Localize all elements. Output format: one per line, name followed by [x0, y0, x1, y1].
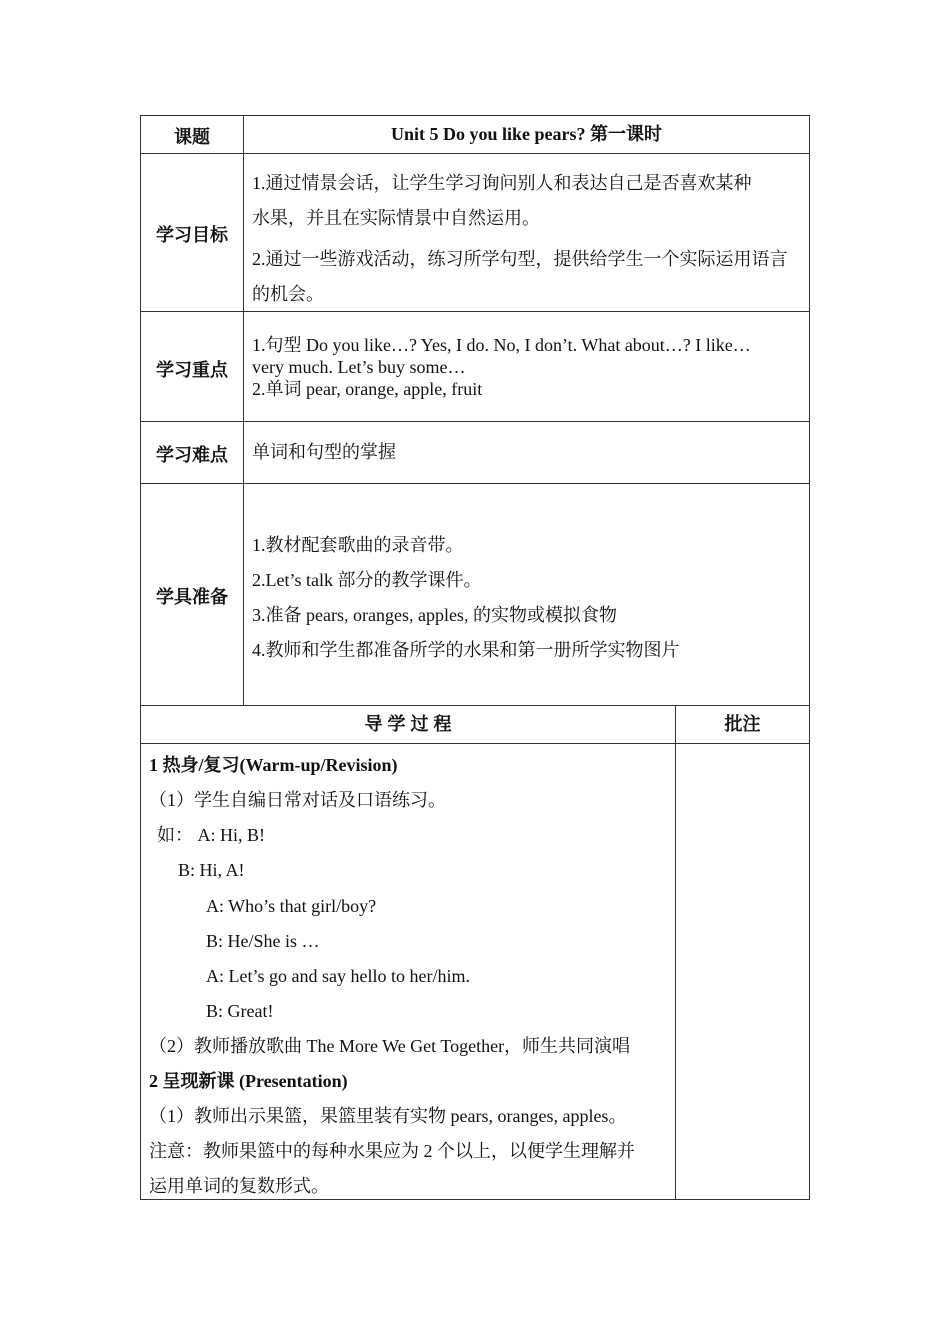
material-line: 2.Let’s talk 部分的教学课件。: [252, 570, 482, 590]
material-line: 4.教师和学生都准备所学的水果和第一册所学实物图片: [252, 640, 680, 660]
key-point-line: 2.单词 pear, orange, apple, fruit: [252, 379, 483, 399]
objective-line: 水果，并且在实际情景中自然运用。: [252, 208, 540, 228]
row-divider: [140, 153, 810, 154]
process-line: 运用单词的复数形式。: [149, 1176, 329, 1196]
materials-label: 学具准备: [156, 587, 228, 607]
section-heading: 1 热身/复习(Warm-up/Revision): [149, 755, 398, 775]
difficulties-label: 学习难点: [156, 445, 228, 465]
title-label: 课题: [174, 127, 210, 147]
objective-line: 1.通过情景会话，让学生学习询问别人和表达自己是否喜欢某种: [252, 173, 752, 193]
process-line: 如： A: Hi, B!: [157, 825, 265, 845]
table-border: [140, 1199, 810, 1200]
objectives-label: 学习目标: [156, 225, 228, 245]
process-line: B: Great!: [206, 1001, 274, 1021]
key-point-line: 1.句型 Do you like…? Yes, I do. No, I don’t. What about…? I like…: [252, 335, 751, 355]
table-border: [140, 115, 141, 1200]
lesson-title: Unit 5 Do you like pears? 第一课时: [390, 124, 662, 144]
row-divider: [140, 311, 810, 312]
process-header: 导 学 过 程: [364, 714, 452, 734]
key-points-label: 学习重点: [156, 360, 228, 380]
row-divider: [140, 421, 810, 422]
process-line: A: Let’s go and say hello to her/him.: [206, 966, 470, 986]
material-line: 1.教材配套歌曲的录音带。: [252, 535, 464, 555]
table-border: [140, 115, 810, 116]
notes-header: 批注: [724, 714, 761, 734]
process-line: 注意：教师果篮中的每种水果应为 2 个以上，以便学生理解并: [149, 1141, 635, 1161]
process-line: （2）教师播放歌曲 The More We Get Together，师生共同演唱: [149, 1036, 631, 1056]
process-line: A: Who’s that girl/boy?: [206, 896, 377, 916]
process-line: （1）学生自编日常对话及口语练习。: [149, 790, 446, 810]
process-line: B: He/She is …: [206, 931, 320, 951]
objective-line: 的机会。: [252, 284, 324, 304]
difficulties-text: 单词和句型的掌握: [252, 442, 396, 462]
key-point-line: very much. Let’s buy some…: [252, 357, 466, 377]
column-divider: [675, 705, 676, 1199]
table-border: [809, 115, 810, 1200]
row-divider: [140, 705, 810, 706]
material-line: 3.准备 pears, oranges, apples, 的实物或模拟食物: [252, 605, 617, 625]
row-divider: [140, 743, 810, 744]
section-heading: 2 呈现新课 (Presentation): [149, 1071, 348, 1091]
process-line: （1）教师出示果篮，果篮里装有实物 pears, oranges, apples。: [149, 1106, 627, 1126]
process-line: B: Hi, A!: [178, 860, 245, 880]
objective-line: 2.通过一些游戏活动，练习所学句型，提供给学生一个实际运用语言: [252, 249, 788, 269]
column-divider: [243, 115, 244, 705]
row-divider: [140, 483, 810, 484]
